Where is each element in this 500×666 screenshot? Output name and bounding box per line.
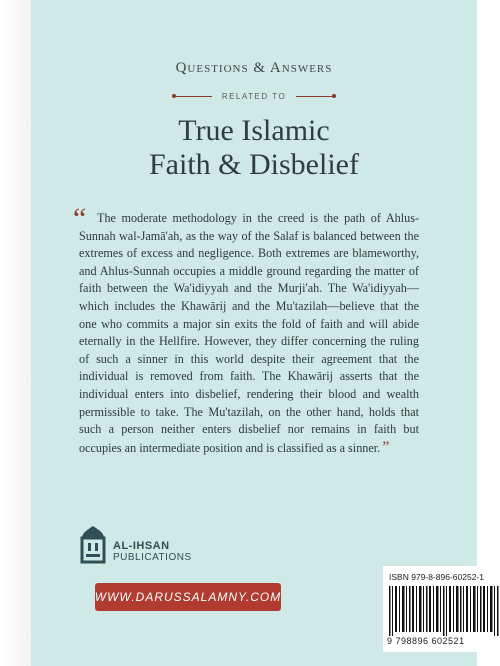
isbn-label: ISBN 979-8-896-60252-1	[389, 572, 484, 582]
divider-ornament	[172, 96, 212, 97]
publisher-subtitle: PUBLICATIONS	[113, 552, 192, 563]
barcode-icon	[389, 586, 500, 636]
title-line-1: True Islamic	[178, 114, 330, 147]
close-quote-mark: ”	[382, 438, 390, 456]
isbn-barcode	[383, 566, 500, 652]
related-to-label: RELATED TO	[221, 92, 287, 101]
book-back-cover	[31, 0, 484, 666]
title-line-2: Faith & Disbelief	[149, 148, 359, 181]
divider-ornament	[296, 96, 336, 97]
publisher-logo-icon	[79, 526, 107, 564]
quote-text	[79, 210, 419, 457]
spine-edge	[0, 0, 31, 666]
website-watermark: WWW.DARUSSALAMNY.COM	[95, 583, 281, 611]
series-label: Questions & Answers	[175, 60, 333, 76]
quote-body-text: The moderate methodology in the creed is the path of Ahlus-Sunnah wal-Jamā'ah, as the way of the Salaf is balanced between the extremes of excess and negligence. Both extremes are blameworthy, and Ahlus-Sunnah occupies a middle ground regarding the matter of faith between the Wa'idiyyah and the Murji'ah. The Wa'idiyyah—which includes the Khawārij and the Mu'tazilah—believe that the one who commits a major sin exits the fold of faith and will abide eternally in the Hellfire. However, they differ concerning the ruling of such a sinner in this world despite their agreement that the individual is removed from faith. The Khawārij asserts that the individual enters into disbelief, rendering their blood and wealth permissible to take. The Mu'tazilah, on the other hand, holds that such a person neither enters disbelief nor remains in faith but occupies an intermediate position and is classified as a sinner.	[79, 211, 419, 455]
related-to-row	[31, 92, 477, 101]
publisher-title: AL-IHSAN	[113, 540, 170, 552]
barcode-number: 9 798896 602521	[387, 636, 465, 646]
open-quote-mark: “	[73, 202, 87, 235]
publisher-name	[113, 540, 192, 563]
book-title	[31, 114, 477, 182]
quote-block	[73, 202, 419, 457]
